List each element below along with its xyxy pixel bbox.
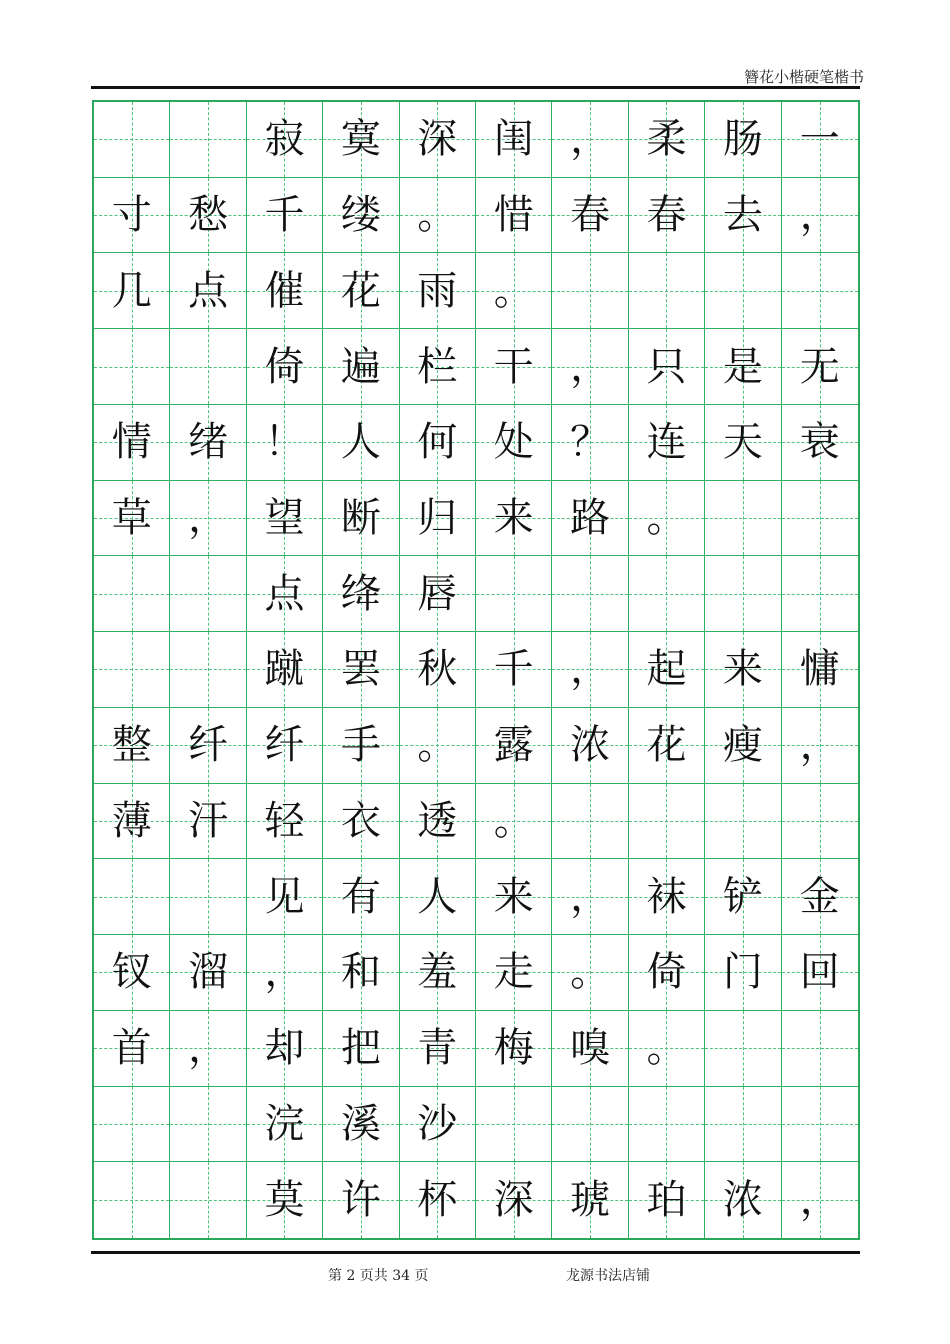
cell-character: 。	[493, 797, 534, 844]
cell-character: 。	[417, 192, 458, 239]
cell-character: 来	[722, 646, 763, 693]
grid-cell	[476, 632, 552, 708]
grid-cell	[323, 784, 399, 860]
grid-cell	[705, 1087, 781, 1163]
grid-cell	[552, 708, 628, 784]
cell-character: ，	[188, 495, 229, 542]
grid-cell	[705, 481, 781, 557]
cell-character: 溜	[188, 949, 229, 996]
grid-cell	[629, 481, 705, 557]
grid-cell	[552, 1162, 628, 1238]
grid-cell	[552, 253, 628, 329]
cell-character: 情	[111, 419, 152, 466]
cell-character: 连	[646, 419, 687, 466]
grid-cell	[705, 935, 781, 1011]
grid-cell	[400, 556, 476, 632]
grid-cell	[94, 556, 170, 632]
cell-character: 唇	[417, 570, 458, 617]
cell-character: 望	[264, 495, 305, 542]
cell-character: 愁	[188, 192, 229, 239]
grid-cell	[94, 859, 170, 935]
grid-cell	[247, 178, 323, 254]
grid-cell	[323, 329, 399, 405]
grid-cell	[705, 253, 781, 329]
grid-cell	[170, 102, 246, 178]
grid-cell	[170, 178, 246, 254]
grid-cell	[782, 178, 858, 254]
grid-cell	[629, 632, 705, 708]
cell-character: 。	[646, 495, 687, 542]
cell-character: 罢	[340, 646, 381, 693]
grid-cell	[705, 102, 781, 178]
cell-character: 浣	[264, 1100, 305, 1147]
grid-cell	[247, 632, 323, 708]
cell-character: 。	[493, 267, 534, 314]
grid-cell	[247, 1011, 323, 1087]
grid-cell	[94, 784, 170, 860]
cell-character: 铲	[722, 873, 763, 920]
cell-character: 把	[340, 1025, 381, 1072]
grid-cell	[247, 481, 323, 557]
cell-character: 绛	[340, 570, 381, 617]
cell-character: 春	[646, 192, 687, 239]
grid-cell	[400, 632, 476, 708]
grid-cell	[705, 859, 781, 935]
cell-character: 寞	[340, 116, 381, 163]
grid-cell	[94, 632, 170, 708]
grid-cell	[247, 102, 323, 178]
grid-cell	[170, 632, 246, 708]
grid-cell	[629, 178, 705, 254]
cell-character: 只	[646, 343, 687, 390]
grid-cell	[476, 405, 552, 481]
grid-cell	[629, 859, 705, 935]
grid-cell	[94, 935, 170, 1011]
cell-character: 点	[188, 267, 229, 314]
grid-cell	[476, 102, 552, 178]
grid-cell	[247, 784, 323, 860]
grid-cell	[629, 935, 705, 1011]
grid-cell	[629, 253, 705, 329]
cell-character: 倚	[646, 949, 687, 996]
grid-cell	[323, 1087, 399, 1163]
cell-character: 千	[264, 192, 305, 239]
cell-character: 梅	[493, 1025, 534, 1072]
cell-character: 汗	[188, 797, 229, 844]
grid-cell	[476, 1162, 552, 1238]
cell-character: 露	[493, 722, 534, 769]
cell-character: 瘦	[722, 722, 763, 769]
cell-character: ，	[570, 343, 611, 390]
cell-character: 琥	[570, 1177, 611, 1224]
grid-cell	[170, 481, 246, 557]
header-rule	[91, 86, 860, 89]
cell-character: 和	[340, 949, 381, 996]
grid-cell	[400, 859, 476, 935]
cell-character: 花	[340, 267, 381, 314]
cell-character: 去	[722, 192, 763, 239]
cell-character: 许	[340, 1177, 381, 1224]
cell-character: 见	[264, 873, 305, 920]
grid-cell	[170, 859, 246, 935]
grid-cell	[170, 784, 246, 860]
grid-cell	[552, 178, 628, 254]
grid-cell	[782, 784, 858, 860]
grid-cell	[247, 1162, 323, 1238]
grid-cell	[170, 329, 246, 405]
grid-cell	[170, 708, 246, 784]
grid-cell	[705, 405, 781, 481]
cell-character: 肠	[722, 116, 763, 163]
cell-character: 倚	[264, 343, 305, 390]
grid-cell	[400, 405, 476, 481]
grid-cell	[94, 1162, 170, 1238]
cell-character: 羞	[417, 949, 458, 996]
cell-character: 栏	[417, 343, 458, 390]
grid-cell	[94, 481, 170, 557]
cell-character: 手	[340, 722, 381, 769]
cell-character: 轻	[264, 797, 305, 844]
cell-character: ，	[799, 722, 840, 769]
grid-cell	[705, 1011, 781, 1087]
cell-character: 透	[417, 797, 458, 844]
cell-character: 深	[493, 1177, 534, 1224]
cell-character: 无	[799, 343, 840, 390]
page-number: 第 2 页共 34 页	[328, 1268, 429, 1284]
cell-character: 溪	[340, 1100, 381, 1147]
cell-character: 人	[417, 873, 458, 920]
grid-cell	[782, 935, 858, 1011]
grid-cell	[94, 708, 170, 784]
cell-character: 沙	[417, 1100, 458, 1147]
cell-character: 是	[722, 343, 763, 390]
grid-cell	[323, 102, 399, 178]
grid-cell	[782, 1011, 858, 1087]
cell-character: 首	[111, 1025, 152, 1072]
cell-character: 何	[417, 419, 458, 466]
cell-character: 。	[417, 722, 458, 769]
footer-rule	[91, 1251, 860, 1254]
grid-cell	[782, 859, 858, 935]
cell-character: 断	[340, 495, 381, 542]
cell-character: 路	[570, 495, 611, 542]
grid-cell	[94, 102, 170, 178]
cell-character: ，	[188, 1025, 229, 1072]
cell-character: 嗅	[570, 1025, 611, 1072]
grid-cell	[552, 556, 628, 632]
cell-character: 花	[646, 722, 687, 769]
grid-cell	[323, 859, 399, 935]
cell-character: 寂	[264, 116, 305, 163]
cell-character: ，	[799, 192, 840, 239]
cell-character: 天	[722, 419, 763, 466]
grid-cell	[476, 1087, 552, 1163]
grid-cell	[552, 859, 628, 935]
cell-character: 深	[417, 116, 458, 163]
grid-cell	[400, 481, 476, 557]
grid-cell	[705, 329, 781, 405]
cell-character: 草	[111, 495, 152, 542]
cell-character: 袜	[646, 873, 687, 920]
grid-cell	[476, 935, 552, 1011]
grid-cell	[629, 1087, 705, 1163]
cell-character: 衣	[340, 797, 381, 844]
grid-cell	[323, 253, 399, 329]
grid-cell	[552, 632, 628, 708]
grid-cell	[323, 405, 399, 481]
grid-cell	[782, 556, 858, 632]
cell-character: 起	[646, 646, 687, 693]
cell-character: 薄	[111, 797, 152, 844]
grid-cell	[400, 1162, 476, 1238]
cell-character: 秋	[417, 646, 458, 693]
cell-character: 点	[264, 570, 305, 617]
cell-character: 有	[340, 873, 381, 920]
grid-cell	[170, 1162, 246, 1238]
grid-cell	[782, 1162, 858, 1238]
grid-cell	[552, 1087, 628, 1163]
cell-character: 处	[493, 419, 534, 466]
grid-cell	[705, 632, 781, 708]
shop-name: 龙源书法店铺	[566, 1268, 650, 1284]
cell-character: 纤	[188, 722, 229, 769]
grid-cell	[247, 935, 323, 1011]
cell-character: 柔	[646, 116, 687, 163]
cell-character: 浓	[722, 1177, 763, 1224]
grid-cell	[629, 784, 705, 860]
grid-cell	[323, 935, 399, 1011]
grid-cell	[782, 329, 858, 405]
grid-cell	[476, 178, 552, 254]
grid-cell	[629, 708, 705, 784]
cell-character: 回	[799, 949, 840, 996]
cell-character: 闺	[493, 116, 534, 163]
grid-cell	[400, 102, 476, 178]
grid-cell	[629, 1162, 705, 1238]
grid-cell	[247, 329, 323, 405]
grid-cell	[782, 102, 858, 178]
grid-cell	[629, 329, 705, 405]
cell-character: 来	[493, 495, 534, 542]
grid-cell	[705, 708, 781, 784]
grid-cell	[94, 329, 170, 405]
grid-cell	[476, 329, 552, 405]
cell-character: 干	[493, 343, 534, 390]
grid-cell	[400, 935, 476, 1011]
grid-cell	[705, 556, 781, 632]
grid-cell	[705, 784, 781, 860]
grid-cell	[247, 405, 323, 481]
grid-cell	[782, 481, 858, 557]
grid-cell	[400, 253, 476, 329]
grid-cell	[629, 102, 705, 178]
cell-character: ，	[570, 116, 611, 163]
grid-cell	[782, 405, 858, 481]
grid-cell	[170, 556, 246, 632]
grid-cell	[400, 708, 476, 784]
cell-character: 珀	[646, 1177, 687, 1224]
cell-character: 钗	[111, 949, 152, 996]
cell-character: 千	[493, 646, 534, 693]
cell-character: ！	[264, 419, 305, 466]
grid-cell	[552, 481, 628, 557]
cell-character: 催	[264, 267, 305, 314]
grid-cell	[400, 1087, 476, 1163]
grid-cell	[552, 1011, 628, 1087]
grid-cell	[94, 1087, 170, 1163]
grid-cell	[629, 1011, 705, 1087]
grid-cell	[476, 253, 552, 329]
cell-character: 绪	[188, 419, 229, 466]
cell-character: 门	[722, 949, 763, 996]
cell-character: 纤	[264, 722, 305, 769]
cell-character: 雨	[417, 267, 458, 314]
cell-character: 人	[340, 419, 381, 466]
cell-character: 走	[493, 949, 534, 996]
grid-cell	[400, 329, 476, 405]
grid-cell	[247, 556, 323, 632]
cell-character: 衰	[799, 419, 840, 466]
grid-cell	[247, 859, 323, 935]
grid-cell	[170, 253, 246, 329]
grid-cell	[552, 405, 628, 481]
grid-cell	[629, 405, 705, 481]
grid-cell	[170, 935, 246, 1011]
cell-character: ，	[264, 949, 305, 996]
grid-cell	[323, 178, 399, 254]
grid-cell	[552, 935, 628, 1011]
cell-character: 缕	[340, 192, 381, 239]
grid-cell	[400, 1011, 476, 1087]
grid-cell	[323, 708, 399, 784]
cell-character: 惜	[493, 192, 534, 239]
grid-cell	[782, 708, 858, 784]
cell-character: ，	[570, 646, 611, 693]
grid-cell	[476, 859, 552, 935]
grid-cell	[170, 405, 246, 481]
grid-cell	[323, 1162, 399, 1238]
grid-cell	[94, 178, 170, 254]
cell-character: 青	[417, 1025, 458, 1072]
grid-cell	[782, 632, 858, 708]
cell-character: 春	[570, 192, 611, 239]
grid-cell	[705, 178, 781, 254]
cell-character: 遍	[340, 343, 381, 390]
grid-cell	[476, 784, 552, 860]
cell-character: ，	[799, 1177, 840, 1224]
cell-character: 慵	[799, 646, 840, 693]
grid-cell	[247, 708, 323, 784]
grid-cell	[476, 708, 552, 784]
cell-character: 蹴	[264, 646, 305, 693]
grid-cell	[170, 1087, 246, 1163]
grid-cell	[552, 784, 628, 860]
cell-character: 来	[493, 873, 534, 920]
cell-character: 一	[799, 116, 840, 163]
cell-character: 寸	[111, 192, 152, 239]
grid-cell	[247, 253, 323, 329]
writing-grid	[92, 100, 860, 1240]
cell-character: 整	[111, 722, 152, 769]
grid-cell	[94, 405, 170, 481]
header-title: 簪花小楷硬笔楷书	[743, 68, 864, 86]
grid-cell	[94, 1011, 170, 1087]
cell-character: 杯	[417, 1177, 458, 1224]
cell-character: 金	[799, 873, 840, 920]
grid-cell	[782, 1087, 858, 1163]
grid-cell	[552, 329, 628, 405]
grid-cell	[323, 632, 399, 708]
grid-cell	[476, 556, 552, 632]
cell-character: 浓	[570, 722, 611, 769]
grid-cell	[400, 784, 476, 860]
cell-character: 却	[264, 1025, 305, 1072]
grid-cell	[400, 178, 476, 254]
grid-cell	[94, 253, 170, 329]
grid-cell	[552, 102, 628, 178]
cell-character: 几	[111, 267, 152, 314]
cell-character: 归	[417, 495, 458, 542]
cell-character: ？	[570, 419, 611, 466]
cell-character: 莫	[264, 1177, 305, 1224]
cell-character: 。	[646, 1025, 687, 1072]
grid-cell	[782, 253, 858, 329]
grid-cell	[476, 481, 552, 557]
cell-character: 。	[570, 949, 611, 996]
grid-cell	[247, 1087, 323, 1163]
grid-cell	[323, 1011, 399, 1087]
grid-cell	[170, 1011, 246, 1087]
grid-cell	[323, 556, 399, 632]
grid-cell	[323, 481, 399, 557]
grid-cell	[705, 1162, 781, 1238]
cell-character: ，	[570, 873, 611, 920]
grid-cell	[476, 1011, 552, 1087]
grid-cell	[629, 556, 705, 632]
